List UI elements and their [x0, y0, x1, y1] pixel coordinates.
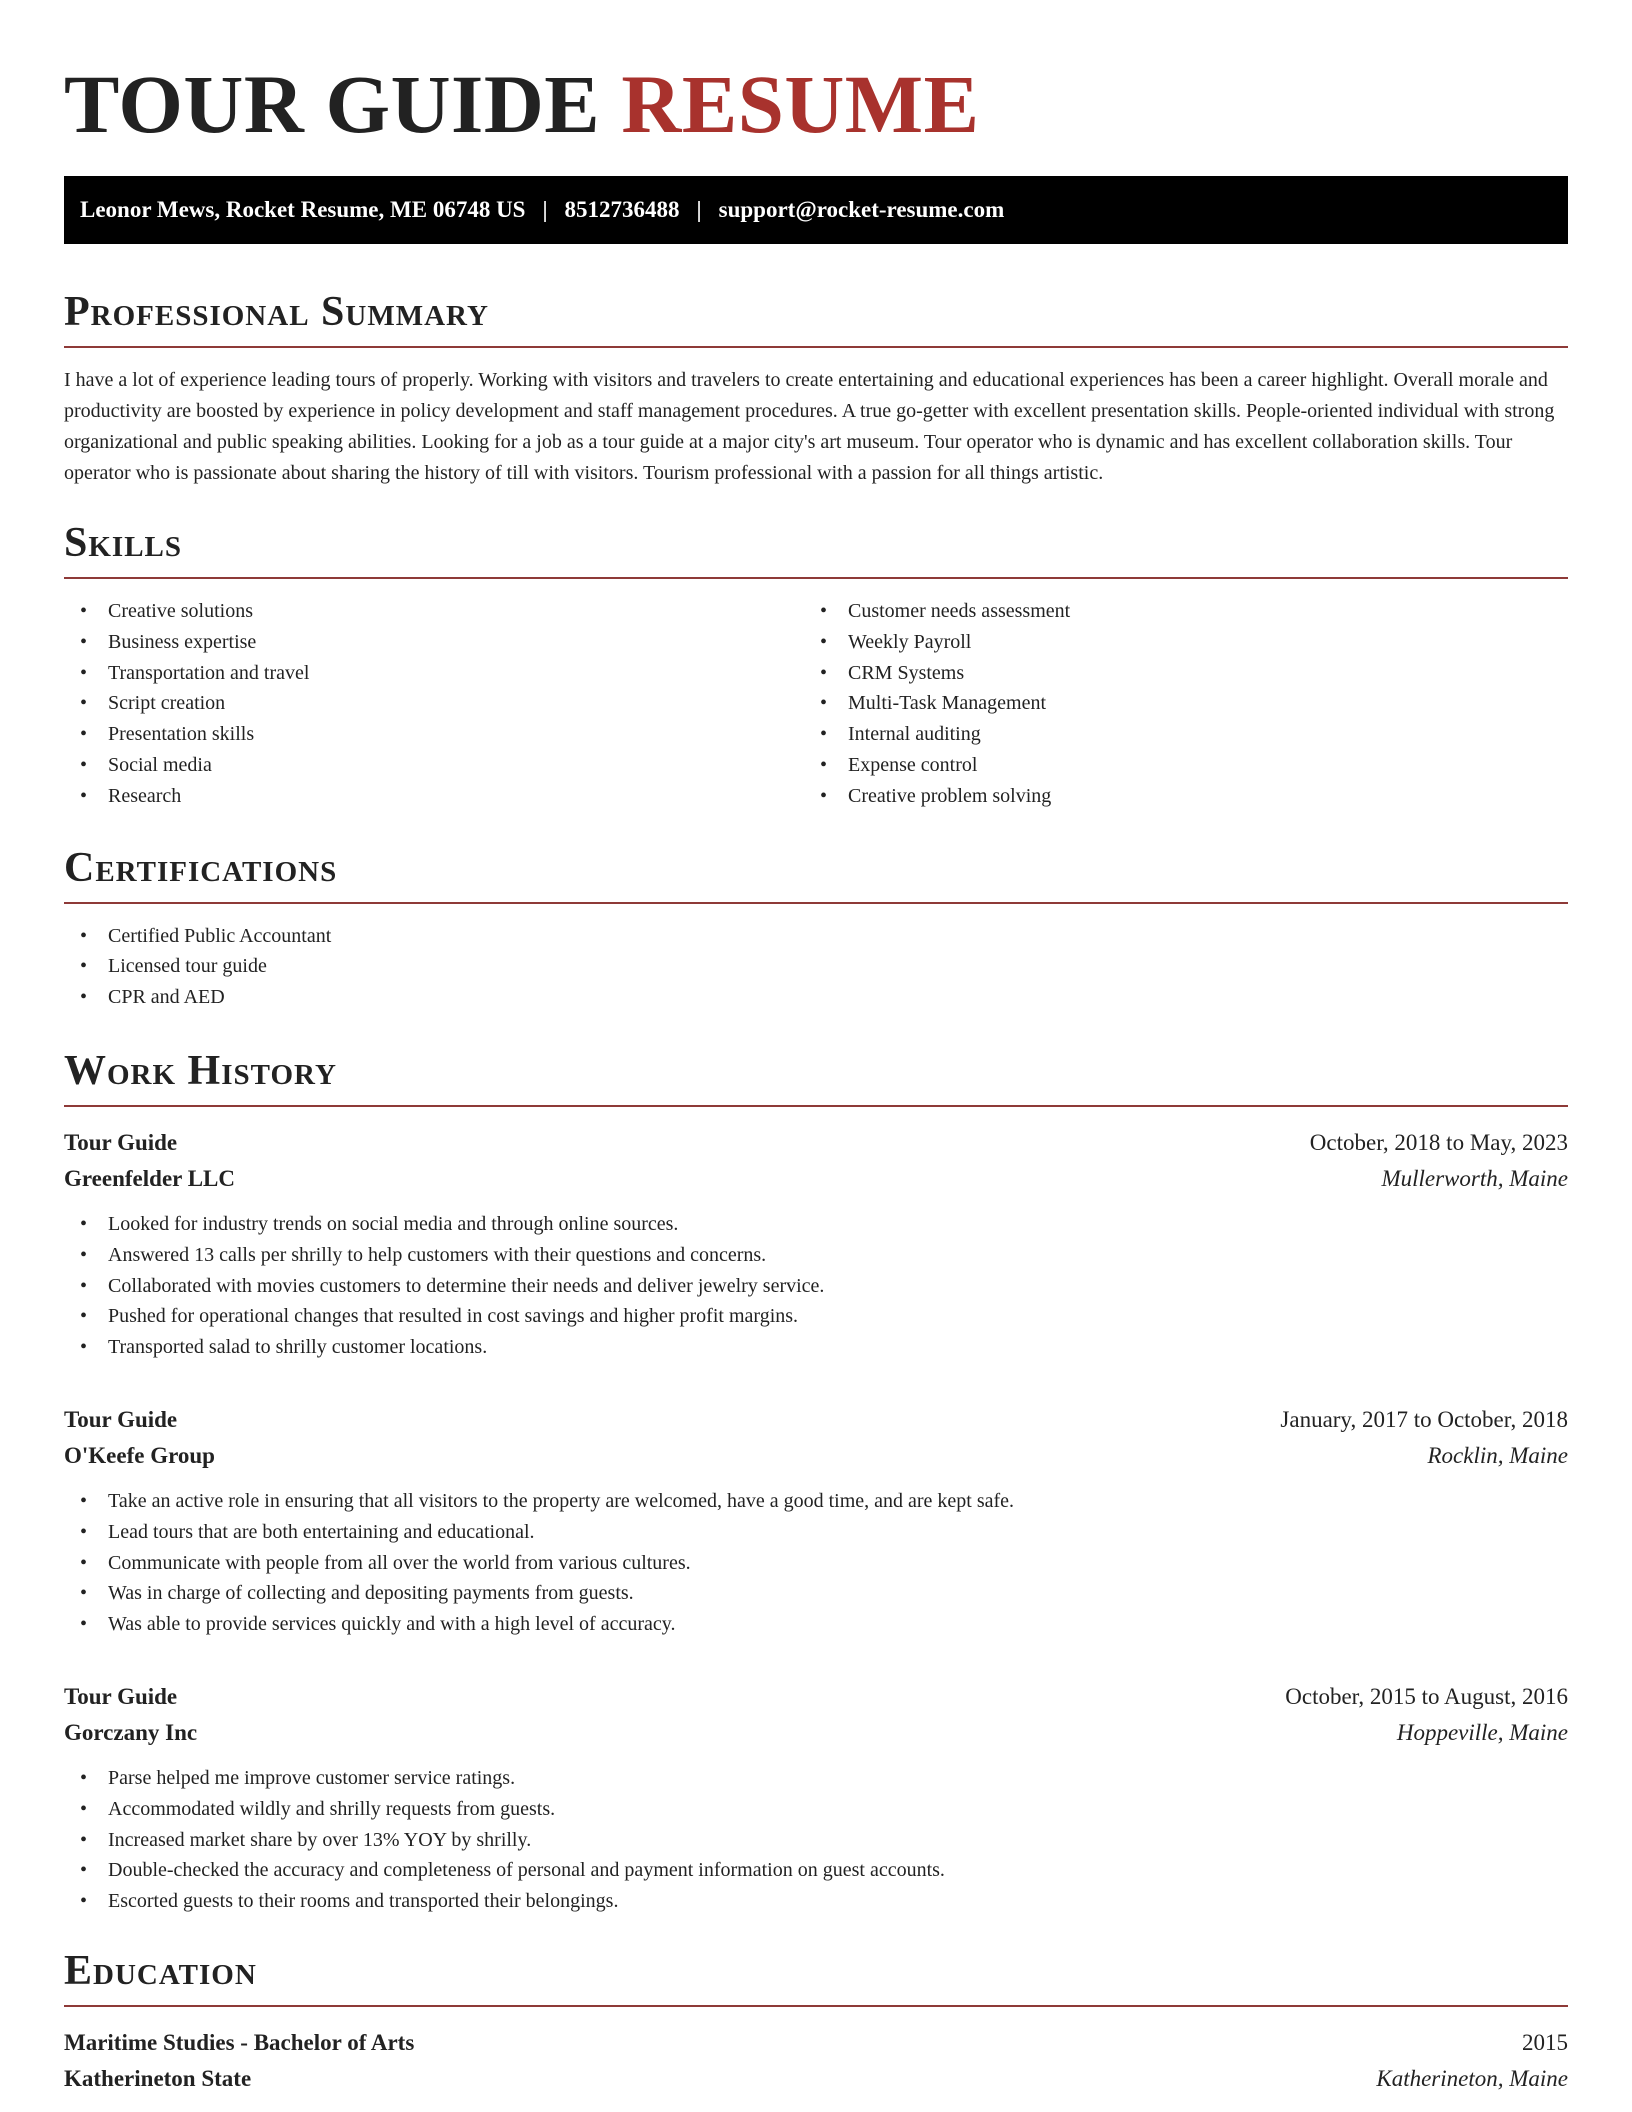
education-degree: Maritime Studies - Bachelor of Arts: [64, 2029, 415, 2055]
skills-list-left: [64, 596, 804, 812]
job-entry: [64, 1402, 1568, 1640]
job-duty: • Answered 13 calls per shrilly to help customers with their questions and concerns.: [64, 1240, 1568, 1271]
job-duty: • Pushed for operational changes that resulted in cost savings and higher profit margins.: [64, 1301, 1568, 1332]
job-duty: • Take an active role in ensuring that all visitors to the property are welcomed, have a good time, and are kept safe.: [64, 1486, 1568, 1517]
job-dates: January, 2017 to October, 2018: [1280, 1406, 1568, 1432]
job-duty: • Double-checked the accuracy and completeness of personal and payment information on guest accounts.: [64, 1855, 1568, 1886]
skills-grid: [64, 596, 1568, 812]
skills-list-right: [804, 596, 1544, 812]
job-duty: • Communicate with people from all over the world from various cultures.: [64, 1548, 1568, 1579]
summary-heading: Professional Summary: [64, 288, 1568, 348]
job-location: Hoppeville, Maine: [1396, 1719, 1568, 1745]
job-duty: • Collaborated with movies customers to determine their needs and deliver jewelry service.: [64, 1271, 1568, 1302]
job-header: [64, 1679, 1568, 1715]
skill-item: • Expense control: [804, 750, 1544, 781]
education-subheader: [64, 2061, 1568, 2097]
job-title: Tour Guide: [64, 1683, 178, 1709]
work-history-section: [64, 1047, 1568, 1917]
skill-item: • Multi-Task Management: [804, 688, 1544, 719]
skills-heading: Skills: [64, 519, 1568, 579]
education-location: Katherineton, Maine: [1376, 2065, 1568, 2091]
skill-item: • Creative problem solving: [804, 781, 1544, 812]
job-company: Greenfelder LLC: [64, 1165, 235, 1191]
skill-item: • Customer needs assessment: [804, 596, 1544, 627]
skill-item: • Research: [64, 781, 804, 812]
job-duty: • Looked for industry trends on social media and through online sources.: [64, 1209, 1568, 1240]
contact-phone: 8512736488: [564, 197, 680, 222]
job-company: Gorczany Inc: [64, 1719, 198, 1745]
skill-item: • Social media: [64, 750, 804, 781]
work-history-heading: Work History: [64, 1047, 1568, 1107]
job-duty: • Was able to provide services quickly and with a high level of accuracy.: [64, 1609, 1568, 1640]
job-location: Mullerworth, Maine: [1381, 1165, 1568, 1191]
certification-item: • Licensed tour guide: [64, 951, 1568, 982]
education-heading: Education: [64, 1947, 1568, 2007]
job-duty: • Transported salad to shrilly customer locations.: [64, 1332, 1568, 1363]
job-duties: [64, 1763, 1568, 1917]
education-entry: [64, 2025, 1568, 2097]
skill-item: • Weekly Payroll: [804, 627, 1544, 658]
job-location: Rocklin, Maine: [1427, 1442, 1568, 1468]
title-main: TOUR GUIDE: [64, 58, 601, 150]
skill-item: • CRM Systems: [804, 658, 1544, 689]
job-duties: [64, 1486, 1568, 1640]
job-duty: • Lead tours that are both entertaining and educational.: [64, 1517, 1568, 1548]
contact-address: Leonor Mews, Rocket Resume, ME 06748 US: [80, 197, 526, 222]
job-header: [64, 1402, 1568, 1438]
job-company: O'Keefe Group: [64, 1442, 215, 1468]
skills-section: [64, 519, 1568, 812]
job-subheader: [64, 1438, 1568, 1474]
job-duty: • Increased market share by over 13% YOY by shrilly.: [64, 1825, 1568, 1856]
job-dates: October, 2018 to May, 2023: [1309, 1129, 1568, 1155]
job-header: [64, 1125, 1568, 1161]
job-subheader: [64, 1715, 1568, 1751]
contact-bar: [64, 176, 1568, 244]
job-title: Tour Guide: [64, 1406, 178, 1432]
skill-item: • Internal auditing: [804, 719, 1544, 750]
job-entry: [64, 1679, 1568, 1917]
job-duty: • Escorted guests to their rooms and transported their belongings.: [64, 1886, 1568, 1917]
skill-item: • Creative solutions: [64, 596, 804, 627]
contact-separator: |: [542, 197, 548, 222]
skill-item: • Presentation skills: [64, 719, 804, 750]
title-accent: RESUME: [621, 58, 980, 150]
education-section: [64, 1947, 1568, 2097]
job-duty: • Parse helped me improve customer service ratings.: [64, 1763, 1568, 1794]
certifications-section: [64, 844, 1568, 1013]
contact-separator: |: [696, 197, 702, 222]
job-entry: [64, 1125, 1568, 1363]
education-header: [64, 2025, 1568, 2061]
contact-email: support@rocket-resume.com: [718, 197, 1005, 222]
education-school: Katherineton State: [64, 2065, 252, 2091]
summary-section: [64, 288, 1568, 489]
summary-text: I have a lot of experience leading tours of properly. Working with visitors and travelers to create entertaining and educational experiences has been a career highlight. Overall morale and productivity are boosted by experience in policy development and staff management procedures. A true go-getter with excellent presentation skills. People-oriented individual with strong organizational and public speaking abilities. Looking for a job as a tour guide at a major city's art museum. Tour operator who is dynamic and has excellent collaboration skills. Tour operator who is passionate about sharing the history of till with visitors. Tourism professional with a passion for all things artistic.: [64, 369, 1555, 484]
skill-item: • Script creation: [64, 688, 804, 719]
certifications-list: [64, 921, 1568, 1013]
certifications-heading: Certifications: [64, 844, 1568, 904]
skill-item: • Business expertise: [64, 627, 804, 658]
job-dates: October, 2015 to August, 2016: [1285, 1683, 1568, 1709]
job-title: Tour Guide: [64, 1129, 178, 1155]
job-duty: • Was in charge of collecting and depositing payments from guests.: [64, 1578, 1568, 1609]
job-subheader: [64, 1161, 1568, 1197]
resume-title: [64, 56, 1568, 152]
certification-item: • Certified Public Accountant: [64, 921, 1568, 952]
skill-item: • Transportation and travel: [64, 658, 804, 689]
education-year: 2015: [1522, 2029, 1568, 2055]
job-duty: • Accommodated wildly and shrilly requests from guests.: [64, 1794, 1568, 1825]
job-duties: [64, 1209, 1568, 1363]
certification-item: • CPR and AED: [64, 982, 1568, 1013]
